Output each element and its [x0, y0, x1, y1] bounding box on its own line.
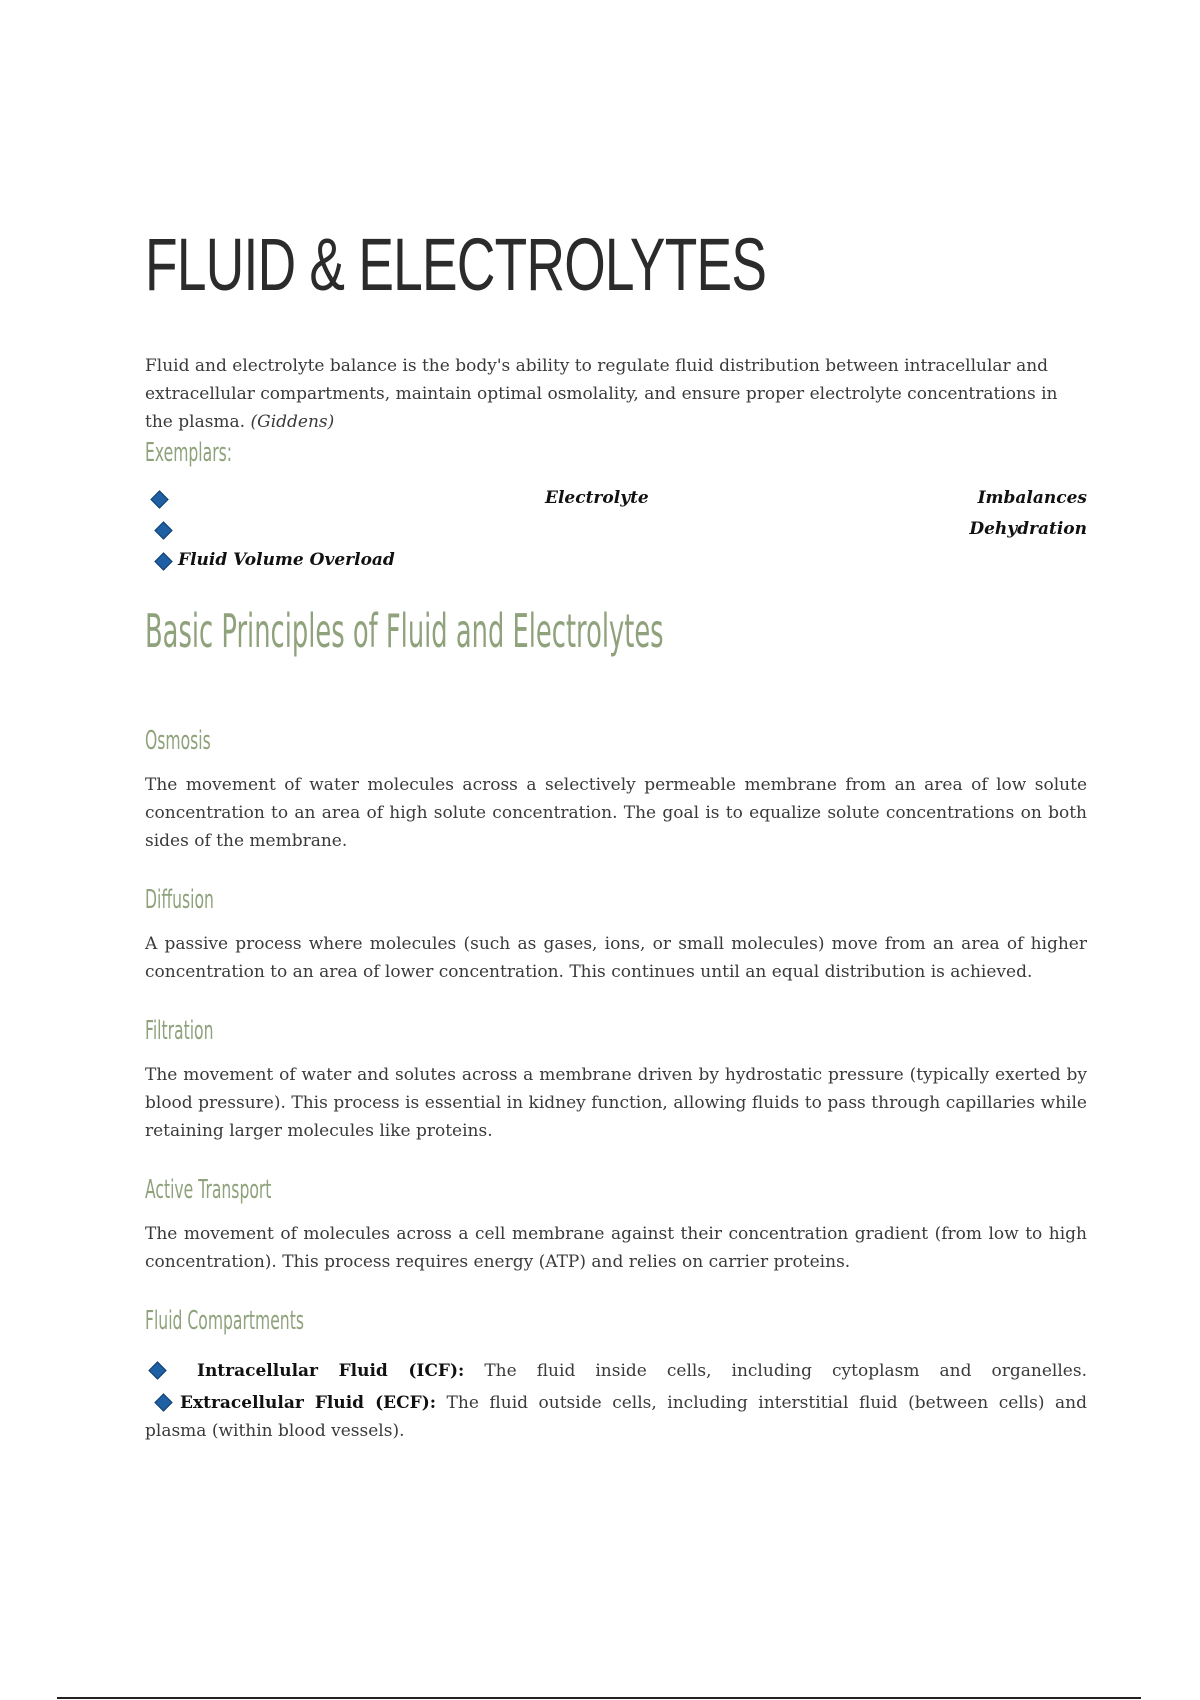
- footer-rule: [57, 1697, 1141, 1699]
- topic-heading-osmosis: Osmosis: [145, 726, 211, 756]
- intro-text: Fluid and electrolyte balance is the body's ability to regulate fluid distribution between intracellular and extracellular compartments, maintain optimal osmolality, and ensure proper electrolyte concentrations in the plasma.: [145, 356, 1058, 432]
- compartment-item-icf: [145, 1357, 1087, 1385]
- compartment-term-ecf: Extracellular Fluid (ECF):: [180, 1393, 437, 1413]
- compartments-heading: Fluid Compartments: [145, 1306, 304, 1336]
- topic-text-osmosis: The movement of water molecules across a selectively permeable membrane from an area of low solute concentration to an area of high solute concentration. The goal is to equalize solute concentrations on both sides of the membrane.: [145, 775, 1087, 851]
- topic-heading-diffusion: Diffusion: [145, 885, 214, 915]
- exemplar-dehydration: Dehydration: [969, 519, 1087, 539]
- compartment-text-icf: The fluid inside cells, including cytoplasm and organelles.: [484, 1361, 1087, 1381]
- exemplar-fluid-volume-overload: Fluid Volume Overload: [178, 550, 395, 570]
- section-title: Basic Principles of Fluid and Electrolytes: [145, 604, 664, 658]
- intro-paragraph: [145, 352, 1087, 436]
- intro-citation: (Giddens): [250, 412, 335, 432]
- topic-heading-filtration: Filtration: [145, 1016, 214, 1046]
- topic-text-diffusion: A passive process where molecules (such as gases, ions, or small molecules) move from an area of higher concentration to an area of lower concentration. This continues until an equal distribution is achieved.: [145, 934, 1087, 982]
- exemplars-heading: Exemplars:: [145, 438, 232, 468]
- diamond-bullet-icon: [150, 490, 168, 508]
- exemplar-electrolyte: Electrolyte: [545, 488, 649, 508]
- diamond-bullet-icon: [154, 521, 172, 539]
- page-title: FLUID & ELECTROLYTES: [145, 223, 767, 306]
- topic-text-active-transport: The movement of molecules across a cell membrane against their concentration gradient (from low to high concentration). This process requires energy (ATP) and relies on carrier proteins.: [145, 1224, 1087, 1272]
- compartment-text-ecf: The fluid outside cells, including interstitial fluid (between cells) and plasma (within blood vessels).: [145, 1393, 1087, 1441]
- topic-heading-active-transport: Active Transport: [145, 1175, 272, 1205]
- topic-text-filtration: The movement of water and solutes across a membrane driven by hydrostatic pressure (typically exerted by blood pressure). This process is essential in kidney function, allowing fluids to pass through capillaries while retaining larger molecules like proteins.: [145, 1065, 1087, 1141]
- compartment-term-icf: Intracellular Fluid (ICF):: [197, 1361, 465, 1381]
- exemplar-imbalances: Imbalances: [977, 488, 1087, 508]
- diamond-bullet-icon: [154, 552, 172, 570]
- compartment-item-ecf: [145, 1389, 1087, 1445]
